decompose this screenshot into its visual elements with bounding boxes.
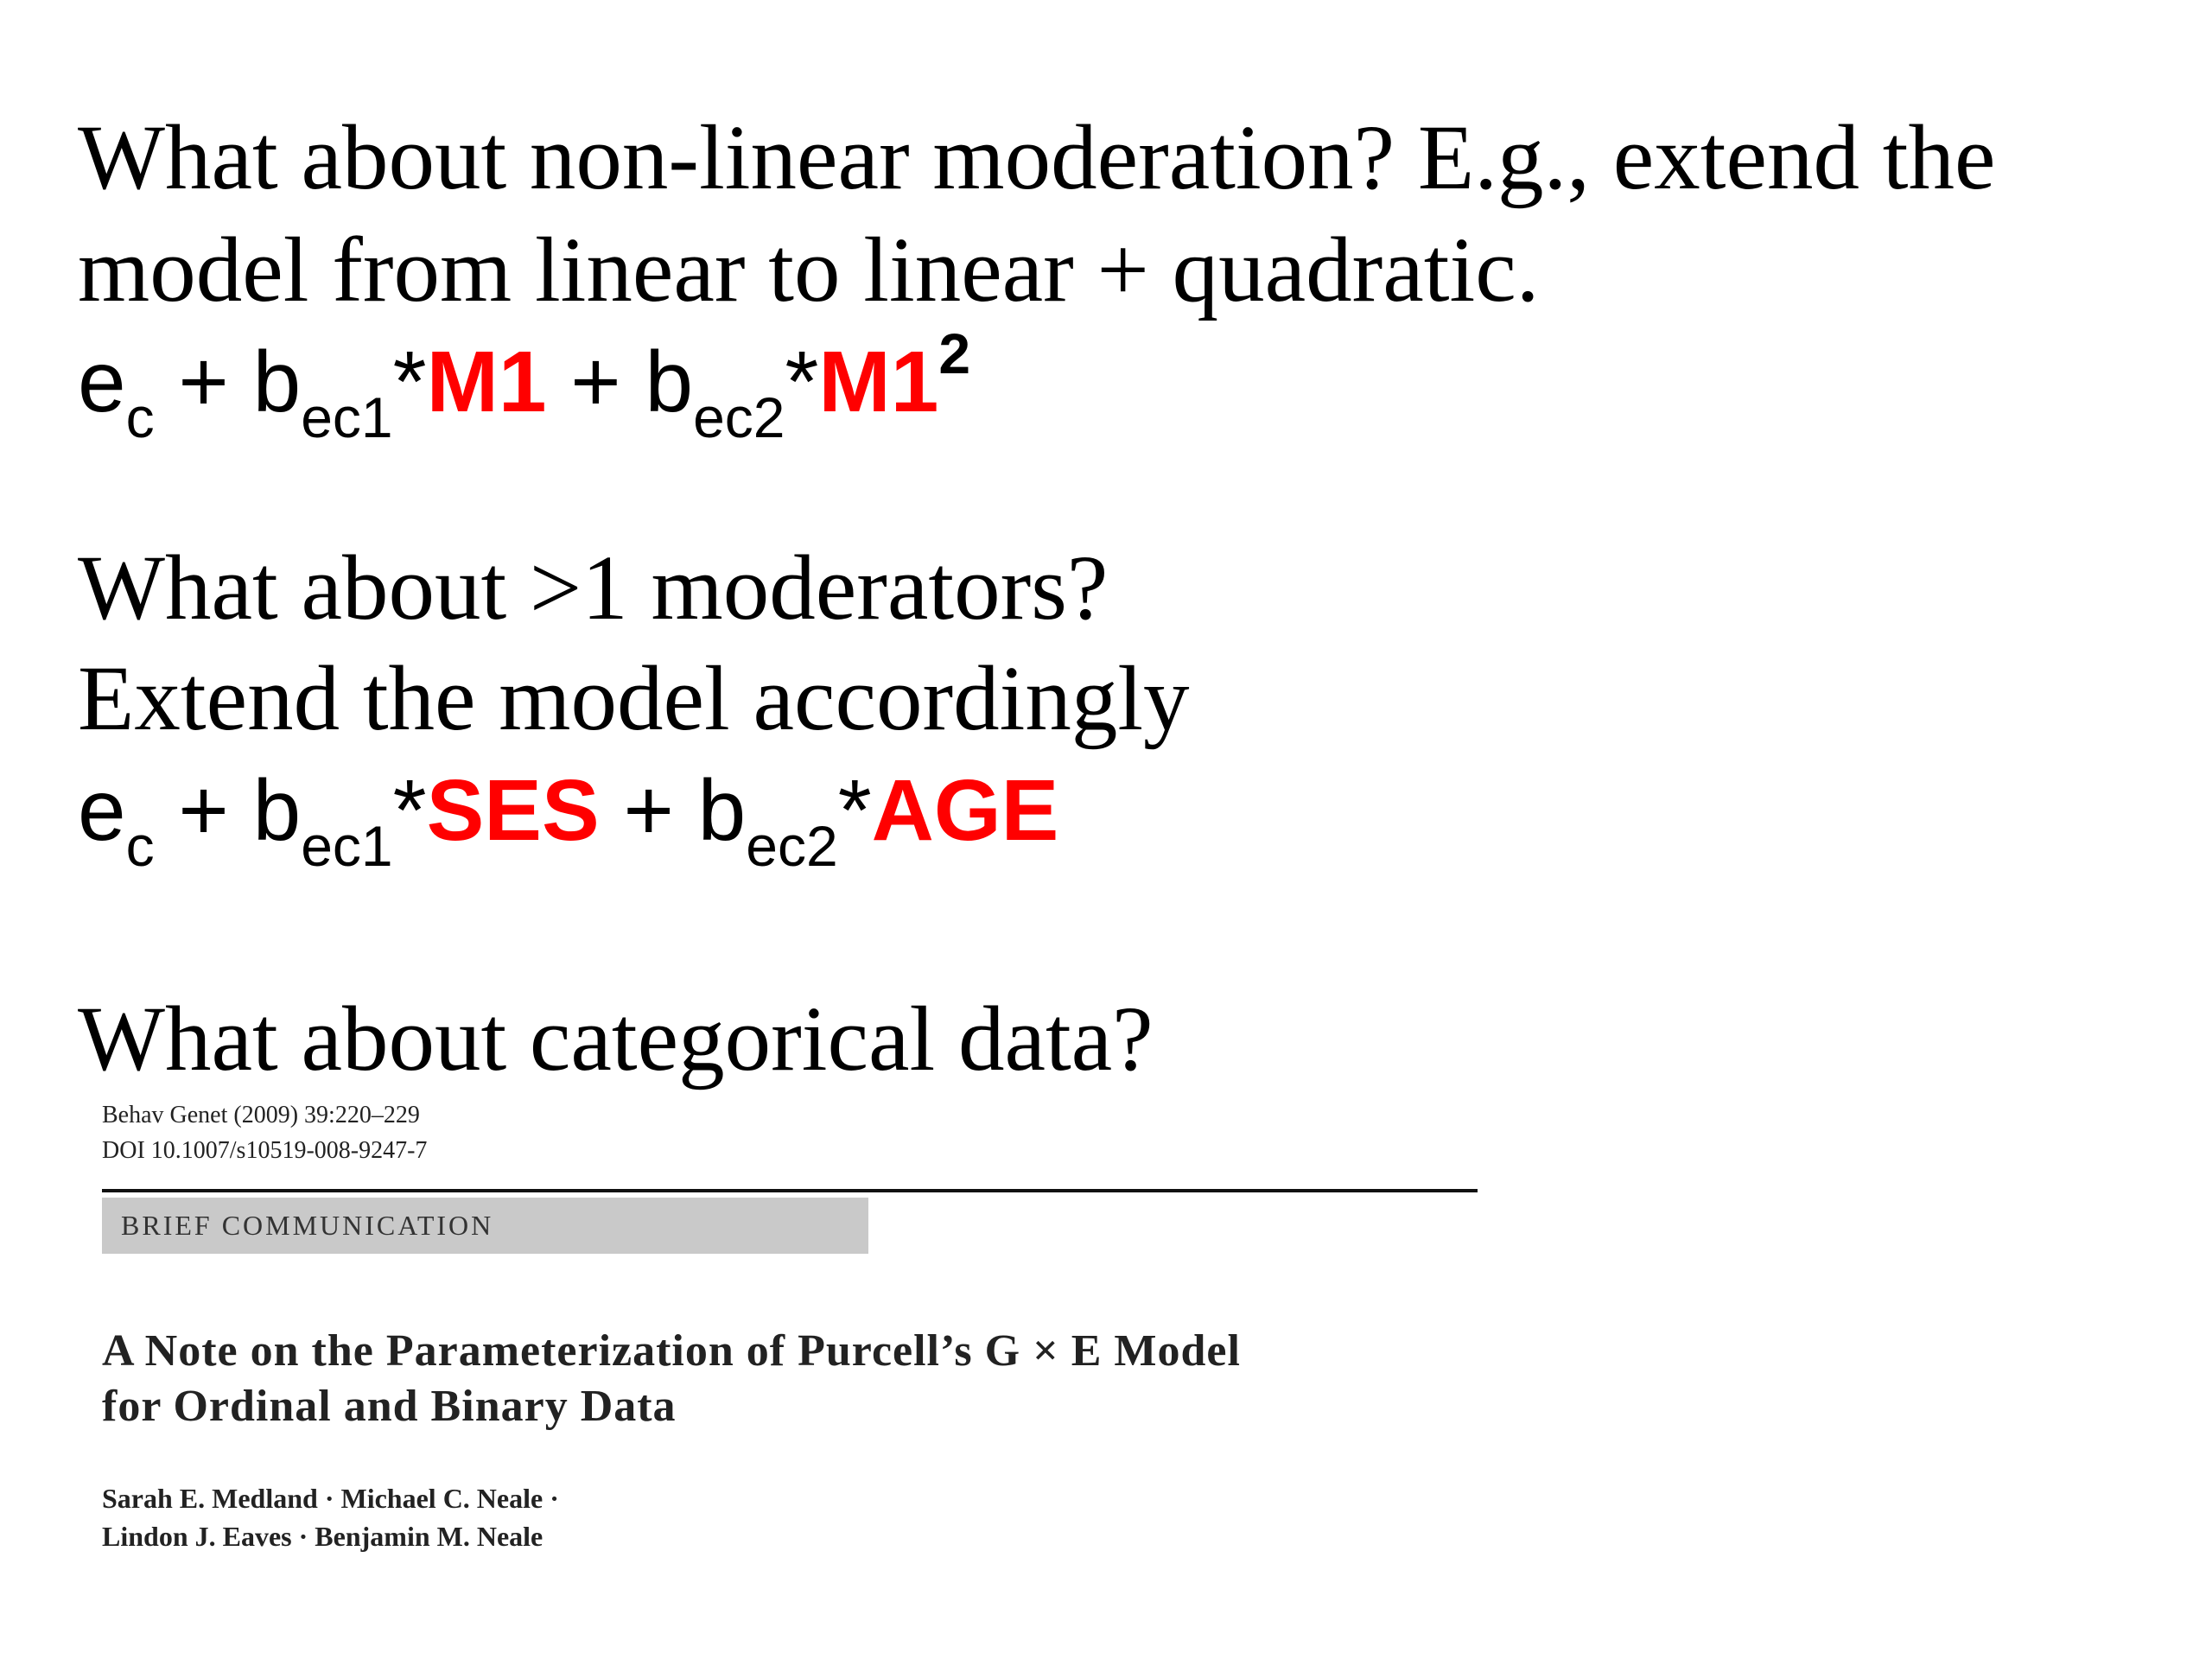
paper-authors	[102, 1479, 559, 1555]
eq-star2: *	[785, 334, 819, 430]
paper-title-line1: A Note on the Parameterization of Purcell’s G × E Model	[102, 1326, 1241, 1376]
eq2-e-subscript: c	[125, 814, 155, 878]
quadratic-equation	[78, 321, 971, 449]
eq2-star2: *	[837, 762, 872, 859]
categorical-question: What about categorical data?	[78, 988, 1154, 1090]
eq-plus-b1: + b	[154, 334, 302, 430]
moderators-question-line1: What about >1 moderators?	[78, 537, 1109, 639]
eq-power: 2	[938, 321, 971, 385]
eq2-plus-b1: + b	[154, 762, 302, 859]
multi-moderator-equation	[78, 762, 1059, 878]
eq2-b2-subscript: ec2	[746, 814, 838, 878]
nonlinear-question-line1: What about non-linear moderation? E.g., extend the	[78, 107, 1996, 209]
eq-e: e	[78, 334, 126, 430]
eq-var-m1-squared: M1	[818, 334, 939, 430]
paper-title	[102, 1324, 1241, 1434]
eq-plus-b2: + b	[546, 334, 694, 430]
journal-citation: Behav Genet (2009) 39:220–229	[102, 1102, 420, 1128]
eq-star1: *	[392, 334, 427, 430]
eq-var-m1: M1	[426, 334, 547, 430]
brief-communication-banner	[102, 1198, 868, 1254]
eq2-e: e	[78, 762, 126, 859]
eq-b2-subscript: ec2	[693, 385, 785, 449]
paper-excerpt	[102, 1097, 1484, 1552]
eq2-plus-b2: + b	[599, 762, 747, 859]
eq2-b1-subscript: ec1	[301, 814, 393, 878]
authors-line1: Sarah E. Medland · Michael C. Neale ·	[102, 1483, 559, 1514]
paper-title-line2: for Ordinal and Binary Data	[102, 1382, 677, 1431]
header-rule	[102, 1189, 1478, 1192]
nonlinear-question-line2: model from linear to linear + quadratic.	[78, 219, 1540, 321]
brief-communication-label: BRIEF COMMUNICATION	[121, 1210, 494, 1241]
eq2-var-age: AGE	[871, 762, 1059, 859]
authors-line2: Lindon J. Eaves · Benjamin M. Neale	[102, 1521, 543, 1552]
eq2-var-ses: SES	[426, 762, 600, 859]
eq-b1-subscript: ec1	[301, 385, 393, 449]
eq2-star1: *	[392, 762, 427, 859]
eq-e-subscript: c	[125, 385, 155, 449]
moderators-question-line2: Extend the model accordingly	[78, 648, 1190, 750]
journal-doi: DOI 10.1007/s10519-008-9247-7	[102, 1137, 428, 1164]
